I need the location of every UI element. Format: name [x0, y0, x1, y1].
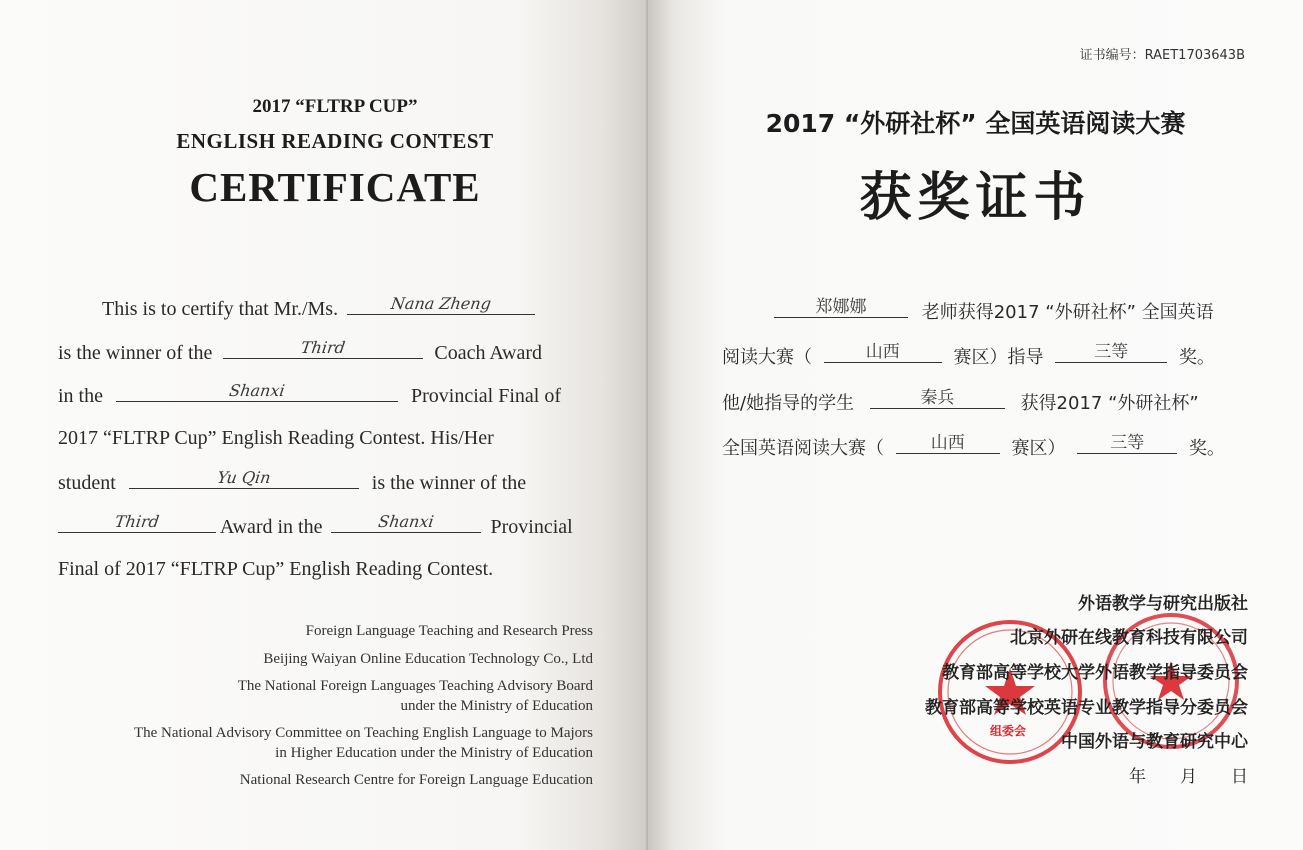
student-award-cn: 三等 — [1110, 433, 1145, 453]
cn-line2-suffix: 奖。 — [1178, 347, 1215, 368]
english-line-3 — [58, 383, 561, 408]
student-cn-blank — [870, 390, 1005, 409]
cn-line3-prefix: 他/她指导的学生 — [722, 393, 855, 414]
cn-line2-mid: 赛区）指导 — [953, 347, 1044, 368]
region-blank-2 — [896, 435, 1000, 454]
line2-prefix: is the winner of the — [58, 342, 213, 364]
cn-line2-prefix: 阅读大赛（ — [722, 347, 812, 368]
student-cn-name: 秦兵 — [920, 388, 955, 408]
region-2: 山西 — [930, 433, 965, 453]
region-blank-1 — [824, 344, 942, 363]
chinese-certificate-title: 获奖证书 — [859, 168, 1092, 228]
coach-award-cn-blank — [1055, 344, 1167, 363]
line5-suffix: is the winner of the — [371, 472, 527, 494]
recipient-name: Nana Zheng — [389, 294, 493, 313]
certificate-number: 证书编号：RAET1703643B — [1079, 48, 1245, 63]
line1-prefix: This is to certify that Mr./Ms. — [102, 298, 339, 320]
student-award-level: Third — [113, 512, 161, 531]
chinese-line-4 — [722, 434, 1225, 460]
english-certificate-title: CERTIFICATE — [189, 164, 481, 210]
english-year-line: 2017 “FLTRP CUP” — [252, 96, 418, 117]
organizer-en-3b: under the Ministry of Education — [400, 698, 593, 714]
chinese-line-1 — [774, 298, 1214, 324]
coach-award-cn: 三等 — [1094, 342, 1129, 362]
student-province-blank — [331, 514, 481, 533]
organizer-cn-4: 教育部高等学校英语专业教学指导分委员会 — [925, 698, 1248, 718]
organizer-en-4b: in Higher Education under the Ministry of Education — [275, 745, 593, 761]
organizer-cn-1: 外语教学与研究出版社 — [1078, 594, 1248, 614]
student-award-blank — [58, 514, 216, 533]
teacher-name: 郑娜娜 — [815, 297, 867, 317]
coach-award-blank — [223, 340, 423, 359]
recipient-name-blank — [347, 296, 535, 315]
teacher-name-blank — [774, 299, 908, 318]
student-award-cn-blank — [1077, 435, 1177, 454]
organizer-en-5: National Research Centre for Foreign Language Education — [239, 772, 593, 788]
organizer-cn-3: 教育部高等学校大学外语教学指导委员会 — [942, 663, 1248, 683]
seal-stamp-label: 组委会 — [990, 724, 1027, 738]
chinese-contest-line: 2017 “外研社杯” 全国英语阅读大赛 — [765, 109, 1186, 138]
cn-line3-suffix: 获得2017 “外研社杯” — [1020, 393, 1199, 414]
english-line-7: Final of 2017 “FLTRP Cup” English Reading Contest. — [58, 558, 494, 580]
certificate-english-page — [0, 0, 648, 850]
student-name-blank — [129, 470, 359, 489]
date-line: 年 月 日 — [1129, 767, 1248, 787]
line5-prefix: student — [58, 472, 116, 494]
organizer-cn-2: 北京外研在线教育科技有限公司 — [1010, 628, 1248, 648]
chinese-line-2 — [722, 343, 1215, 369]
line6-suffix: Provincial — [490, 516, 573, 538]
organizer-en-2: Beijing Waiyan Online Education Technology Co., Ltd — [263, 651, 593, 667]
english-line-4: 2017 “FLTRP Cup” English Reading Contest. His/Her — [58, 427, 494, 449]
province-blank — [116, 383, 398, 402]
line3-prefix: in the — [58, 385, 103, 407]
line2-suffix: Coach Award — [434, 342, 542, 364]
chinese-line-3 — [722, 389, 1199, 415]
coach-award-level: Third — [300, 338, 347, 357]
cn-line1-suffix: 老师获得2017 “外研社杯” 全国英语 — [921, 302, 1214, 323]
english-line-5 — [58, 470, 526, 495]
cn-line4-suffix: 奖。 — [1188, 438, 1225, 459]
student-province: Shanxi — [377, 512, 436, 531]
cn-line4-prefix: 全国英语阅读大赛（ — [722, 438, 884, 459]
region-1: 山西 — [865, 342, 900, 362]
organizer-en-1: Foreign Language Teaching and Research Press — [305, 623, 593, 639]
organizer-cn-5: 中国外语与教育研究中心 — [1061, 732, 1248, 752]
province-name: Shanxi — [228, 381, 286, 400]
english-line-6 — [58, 514, 573, 539]
line3-suffix: Provincial Final of — [411, 385, 561, 407]
english-line-2 — [58, 340, 542, 365]
student-name: Yu Qin — [215, 468, 272, 487]
english-line-1 — [102, 296, 535, 321]
organizer-en-3: The National Foreign Languages Teaching Advisory Board — [237, 678, 593, 694]
organizer-en-4: The National Advisory Committee on Teaching English Language to Majors — [133, 725, 593, 741]
english-contest-line: ENGLISH READING CONTEST — [176, 129, 494, 153]
line6-mid: Award in the — [219, 516, 323, 538]
cn-line4-mid: 赛区） — [1011, 438, 1066, 459]
